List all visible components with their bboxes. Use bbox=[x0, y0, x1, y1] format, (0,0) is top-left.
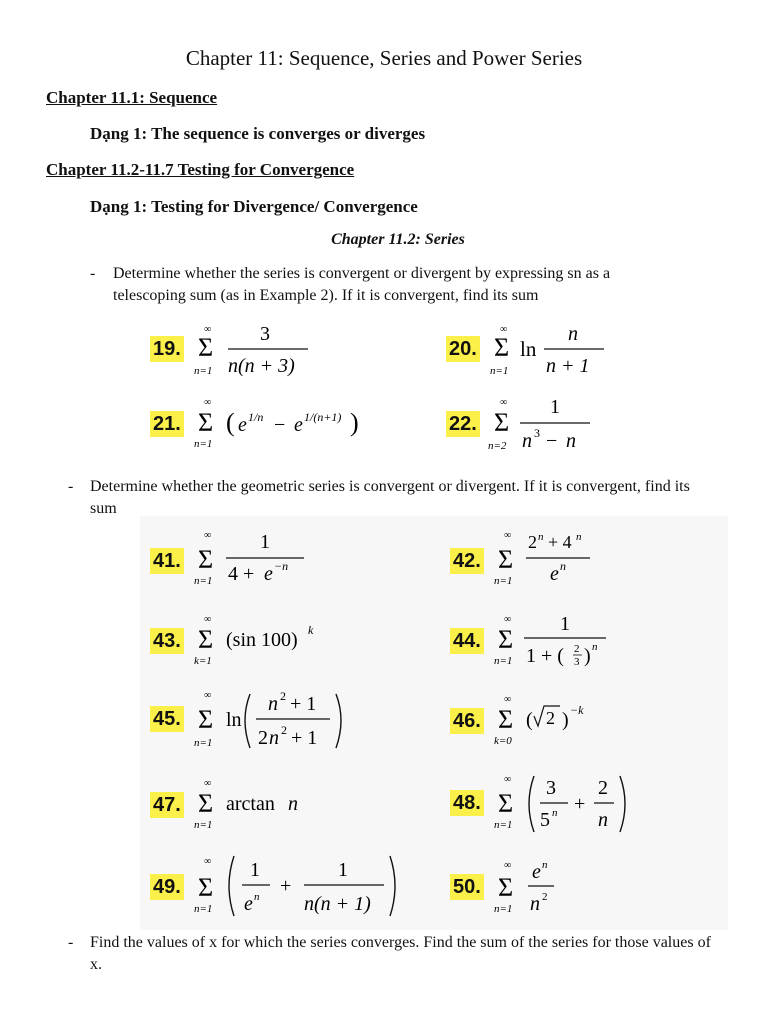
problem-45 bbox=[150, 686, 380, 756]
svg-text:1: 1 bbox=[550, 396, 560, 418]
svg-text:ln: ln bbox=[226, 709, 242, 731]
problem-number: 43. bbox=[150, 628, 184, 654]
svg-text:n: n bbox=[530, 893, 540, 915]
subsection-series: Chapter 11.2: Series bbox=[331, 231, 465, 248]
svg-text:1/n: 1/n bbox=[248, 410, 264, 424]
svg-text:∞: ∞ bbox=[500, 397, 508, 408]
svg-text:2: 2 bbox=[542, 891, 548, 903]
svg-text:3: 3 bbox=[260, 323, 270, 345]
problem-number: 48. bbox=[450, 790, 484, 816]
svg-text:2: 2 bbox=[258, 727, 268, 749]
svg-text:n=1: n=1 bbox=[494, 819, 513, 831]
problem-47 bbox=[150, 776, 370, 836]
svg-text:−k: −k bbox=[570, 703, 584, 717]
svg-text:n: n bbox=[592, 641, 598, 653]
problem-number: 50. bbox=[450, 874, 484, 900]
problem-19 bbox=[150, 320, 350, 380]
problem-20 bbox=[446, 320, 646, 380]
section-heading-sequence: Chapter 11.1: Sequence bbox=[46, 88, 218, 107]
svg-text:Σ: Σ bbox=[494, 408, 510, 437]
svg-text:−n: −n bbox=[274, 559, 289, 573]
svg-text:k=1: k=1 bbox=[194, 655, 212, 667]
formula-48 bbox=[490, 770, 660, 836]
svg-text:+ 4: + 4 bbox=[548, 532, 572, 552]
svg-text:∞: ∞ bbox=[204, 530, 212, 541]
svg-text:n: n bbox=[552, 807, 558, 819]
svg-text:n=1: n=1 bbox=[494, 903, 513, 915]
svg-text:Σ: Σ bbox=[494, 333, 510, 362]
svg-text:n(n + 1): n(n + 1) bbox=[304, 893, 371, 915]
svg-text:n: n bbox=[566, 430, 576, 452]
problem-number: 20. bbox=[446, 336, 480, 362]
svg-text:∞: ∞ bbox=[504, 614, 512, 625]
svg-text:): ) bbox=[350, 408, 359, 437]
svg-text:∞: ∞ bbox=[204, 856, 212, 867]
svg-text:Σ: Σ bbox=[198, 625, 214, 654]
svg-text:2: 2 bbox=[281, 723, 287, 737]
svg-text:1: 1 bbox=[260, 531, 270, 553]
svg-text:−: − bbox=[546, 430, 558, 452]
svg-text:∞: ∞ bbox=[504, 860, 512, 871]
svg-text:n=1: n=1 bbox=[194, 737, 213, 749]
svg-text:(sin 100): (sin 100) bbox=[226, 629, 298, 651]
svg-text:∞: ∞ bbox=[504, 530, 512, 541]
svg-text:n: n bbox=[522, 430, 532, 452]
svg-text:∞: ∞ bbox=[504, 694, 512, 705]
svg-text:e: e bbox=[264, 563, 273, 585]
formula-46 bbox=[490, 694, 660, 754]
svg-text:k: k bbox=[308, 623, 314, 637]
svg-text:∞: ∞ bbox=[204, 778, 212, 789]
svg-text:n + 1: n + 1 bbox=[546, 355, 590, 377]
svg-text:n: n bbox=[576, 531, 582, 543]
svg-text:Σ: Σ bbox=[198, 333, 214, 362]
formula-41 bbox=[190, 528, 360, 590]
subheading-sequence: Dạng 1: The sequence is converges or diverges bbox=[90, 124, 426, 143]
formula-22 bbox=[486, 395, 656, 455]
formula-19 bbox=[190, 320, 360, 380]
problem-number: 45. bbox=[150, 706, 184, 732]
svg-text:e: e bbox=[238, 414, 247, 436]
svg-text:2: 2 bbox=[280, 689, 286, 703]
svg-text:n: n bbox=[538, 531, 544, 543]
svg-text:n: n bbox=[288, 793, 298, 815]
problem-22 bbox=[446, 395, 646, 455]
svg-text:1: 1 bbox=[560, 613, 570, 635]
svg-text:+: + bbox=[574, 793, 586, 815]
svg-text:+ 1: + 1 bbox=[290, 693, 317, 715]
problem-number: 42. bbox=[450, 548, 484, 574]
svg-text:2: 2 bbox=[528, 532, 537, 552]
problem-49 bbox=[150, 852, 430, 922]
svg-text:n=1: n=1 bbox=[194, 365, 213, 377]
svg-text:e: e bbox=[294, 414, 303, 436]
svg-text:2: 2 bbox=[574, 643, 580, 655]
svg-text:∞: ∞ bbox=[204, 614, 212, 625]
formula-42 bbox=[490, 528, 660, 590]
svg-text:n: n bbox=[568, 323, 578, 345]
svg-text:1: 1 bbox=[338, 859, 348, 881]
problem-21 bbox=[150, 395, 390, 455]
svg-text:−: − bbox=[274, 414, 286, 436]
svg-text:n=1: n=1 bbox=[194, 903, 213, 915]
formula-49 bbox=[190, 852, 420, 922]
svg-text:n: n bbox=[542, 859, 548, 871]
problem-44 bbox=[450, 612, 670, 672]
problem-number: 49. bbox=[150, 874, 184, 900]
svg-text:+: + bbox=[280, 875, 292, 897]
svg-text:1/(n+1): 1/(n+1) bbox=[304, 410, 342, 424]
svg-text:n=1: n=1 bbox=[494, 575, 513, 587]
problem-48 bbox=[450, 770, 670, 836]
svg-text:n=1: n=1 bbox=[494, 655, 513, 667]
svg-text:∞: ∞ bbox=[204, 324, 212, 335]
svg-text:∞: ∞ bbox=[204, 690, 212, 701]
svg-text:3: 3 bbox=[546, 777, 556, 799]
svg-text:Σ: Σ bbox=[198, 408, 214, 437]
svg-text:ln: ln bbox=[520, 337, 537, 361]
formula-47 bbox=[190, 776, 360, 836]
svg-text:Σ: Σ bbox=[498, 625, 514, 654]
problem-42 bbox=[450, 528, 670, 588]
problem-number: 22. bbox=[446, 411, 480, 437]
svg-text:∞: ∞ bbox=[504, 774, 512, 785]
svg-text:n: n bbox=[254, 891, 260, 903]
problem-43 bbox=[150, 612, 370, 672]
svg-text:1: 1 bbox=[250, 859, 260, 881]
svg-text:Σ: Σ bbox=[198, 789, 214, 818]
svg-text:n: n bbox=[598, 809, 608, 831]
svg-text:(: ( bbox=[226, 408, 235, 437]
problem-number: 46. bbox=[450, 708, 484, 734]
svg-text:n: n bbox=[268, 693, 278, 715]
problem-50 bbox=[450, 858, 650, 918]
svg-text:Σ: Σ bbox=[198, 873, 214, 902]
svg-text:n(n + 3): n(n + 3) bbox=[228, 355, 295, 377]
svg-text:Σ: Σ bbox=[498, 545, 514, 574]
svg-text:3: 3 bbox=[534, 426, 540, 440]
svg-text:(: ( bbox=[526, 709, 533, 731]
svg-text:Σ: Σ bbox=[198, 705, 214, 734]
svg-text:n: n bbox=[560, 559, 566, 573]
page-title: Chapter 11: Sequence, Series and Power Series bbox=[185, 46, 583, 70]
problem-number: 41. bbox=[150, 548, 184, 574]
svg-text:4 +: 4 + bbox=[228, 563, 255, 585]
svg-text:+ 1: + 1 bbox=[291, 727, 318, 749]
svg-text:n=1: n=1 bbox=[194, 819, 213, 831]
svg-text:arctan: arctan bbox=[226, 793, 275, 815]
svg-text:Σ: Σ bbox=[198, 545, 214, 574]
formula-45 bbox=[190, 686, 370, 756]
bullet-geometric-text: Determine whether the geometric series is convergent or divergent. If it is convergent, find its sum bbox=[90, 478, 690, 517]
formula-20 bbox=[486, 320, 656, 380]
svg-text:∞: ∞ bbox=[204, 397, 212, 408]
bullet-telescoping-text: Determine whether the series is convergent or divergent by expressing sn as a telescoping sum (as in Example 2). If it is convergent, find its sum bbox=[113, 265, 611, 304]
svg-text:n: n bbox=[269, 727, 279, 749]
svg-text:n=2: n=2 bbox=[488, 440, 507, 452]
problem-number: 47. bbox=[150, 792, 184, 818]
formula-44 bbox=[490, 612, 660, 672]
bullet-power-series-text: Find the values of x for which the series converges. Find the sum of the series for those values of x. bbox=[90, 934, 711, 973]
formula-21 bbox=[190, 395, 400, 455]
svg-text:1 + (: 1 + ( bbox=[526, 645, 564, 667]
problem-number: 21. bbox=[150, 411, 184, 437]
formula-50 bbox=[490, 858, 630, 918]
svg-text:): ) bbox=[584, 645, 591, 667]
svg-text:n=1: n=1 bbox=[490, 365, 509, 377]
svg-text:e: e bbox=[244, 893, 253, 915]
problem-number: 19. bbox=[150, 336, 184, 362]
svg-text:2: 2 bbox=[598, 777, 608, 799]
svg-text:∞: ∞ bbox=[500, 324, 508, 335]
problem-41 bbox=[150, 528, 370, 588]
svg-text:Σ: Σ bbox=[498, 705, 514, 734]
svg-text:e: e bbox=[550, 563, 559, 585]
problem-number: 44. bbox=[450, 628, 484, 654]
svg-text:k=0: k=0 bbox=[494, 735, 512, 747]
formula-43 bbox=[190, 612, 360, 672]
svg-text:n=1: n=1 bbox=[194, 575, 213, 587]
problem-46 bbox=[450, 694, 670, 754]
subheading-testing: Dạng 1: Testing for Divergence/ Convergence bbox=[90, 197, 418, 216]
section-heading-testing: Chapter 11.2-11.7 Testing for Convergence bbox=[46, 160, 355, 179]
svg-text:): ) bbox=[562, 709, 569, 731]
svg-text:Σ: Σ bbox=[498, 873, 514, 902]
svg-text:n=1: n=1 bbox=[194, 438, 213, 450]
svg-text:e: e bbox=[532, 861, 541, 883]
svg-text:Σ: Σ bbox=[498, 789, 514, 818]
svg-text:2: 2 bbox=[546, 708, 555, 728]
svg-text:5: 5 bbox=[540, 809, 550, 831]
svg-text:3: 3 bbox=[574, 656, 580, 668]
